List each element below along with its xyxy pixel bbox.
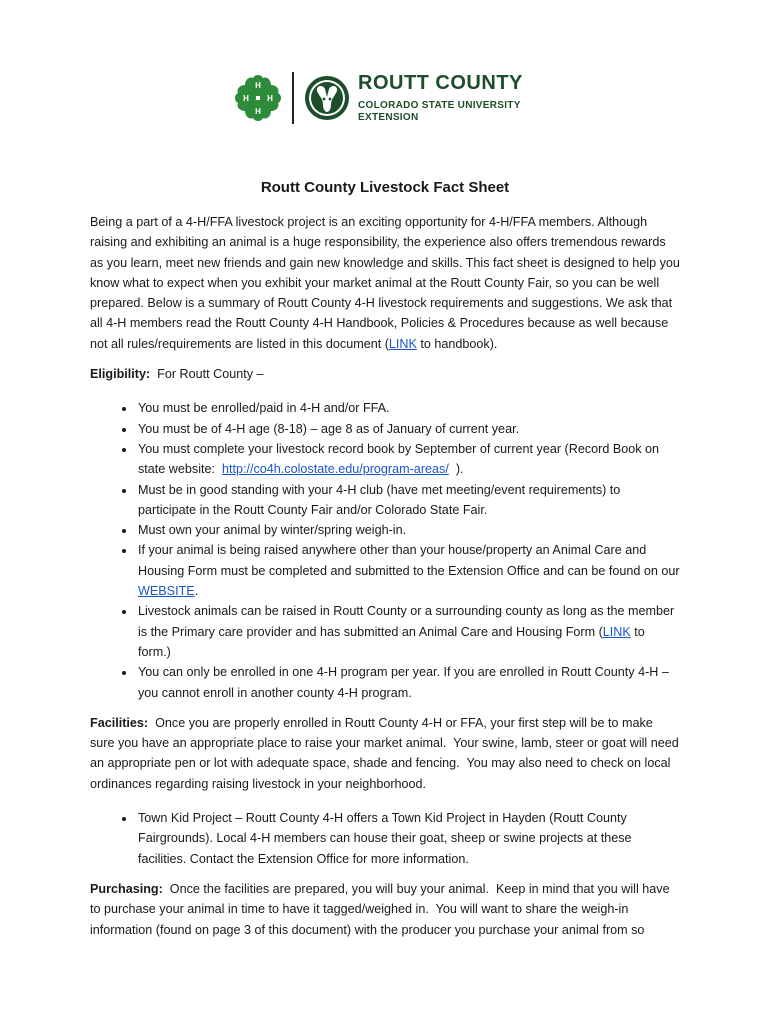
svg-text:H: H — [243, 94, 249, 103]
list-item — [136, 808, 680, 869]
list-item-text: Must own your animal by winter/spring weigh-in. — [138, 523, 407, 538]
logo-divider — [292, 72, 294, 124]
list-item-after: to form.) — [138, 624, 645, 659]
list-item-text: Must be in good standing with your 4-H club (have met meeting/event requirements) to participate in the Routt County Fair and/or Colorado State Fair. — [138, 482, 621, 517]
purchasing-text: Once the facilities are prepared, you will buy your animal. Keep in mind that you will have to purchase your animal in time to have it tagged/weighed in. You will want to share the weigh-in information (found on page 3 of this document) with the producer you purchase your animal from so — [90, 881, 674, 937]
list-item-text: You can only be enrolled in one 4-H program per year. If you are enrolled in Routt County 4-H – you cannot enroll in another county 4-H program. — [138, 665, 669, 700]
csu-ram-icon — [304, 75, 350, 121]
list-item-text: Town Kid Project – Routt County 4-H offers a Town Kid Project in Hayden (Routt County Fairgrounds). Local 4-H members can house their goat, sheep or swine projects at these facilities. Contact the Extension Office for more information. — [138, 811, 632, 866]
animal-care-form-link[interactable]: LINK — [602, 624, 631, 639]
intro-text-end: to handbook). — [416, 336, 498, 351]
eligibility-lead: For Routt County – — [150, 367, 264, 382]
header-logos — [232, 62, 523, 134]
page-title: Routt County Livestock Fact Sheet — [260, 179, 510, 196]
website-link[interactable]: WEBSITE — [138, 584, 195, 599]
org-subtitle-extension: EXTENSION — [358, 112, 419, 123]
4h-clover-icon — [232, 72, 284, 124]
list-item — [136, 601, 680, 662]
list-item — [136, 480, 680, 521]
eligibility-heading-line — [90, 364, 680, 384]
brand-text — [358, 72, 523, 124]
svg-text:H: H — [267, 94, 273, 103]
list-item — [136, 662, 680, 703]
eligibility-list — [90, 398, 680, 702]
intro-text: Being a part of a 4-H/FFA livestock project is an exciting opportunity for 4-H/FFA members. Although raising and exhibiting an animal is a huge responsibility, the experience also offers tremendous rewards as you learn, meet new friends and gain new knowledge and skills. This fact sheet is designed to help you know what to expect when you exhibit your market animal at the Routt County Fair, so you can be well prepared. Below is a summary of Routt County 4-H livestock requirements and suggestions. We ask that all 4-H members read the Routt County 4-H Handbook, Policies & Procedures because as well because not all rules/requirements are listed in this document ( — [90, 215, 680, 351]
facilities-paragraph — [90, 713, 683, 794]
purchasing-paragraph — [90, 879, 680, 940]
list-item-text: You must be of 4-H age (8-18) – age 8 as of January of current year. — [138, 421, 520, 436]
list-item-after: ). — [448, 462, 464, 477]
list-item-text: You must complete your livestock record book by September of current year (Record Book on state website: — [138, 441, 663, 477]
list-item — [136, 439, 680, 480]
facilities-text: Once you are properly enrolled in Routt County 4-H or FFA, your first step will be to make sure you have an appropriate place to raise your market animal. Your swine, lamb, steer or goat will need an appropriate pen or lot with adequate space, shade and fencing. You may also need to check on local ordinances regarding raising livestock in your neighborhood. — [90, 715, 683, 791]
list-item-after: . — [194, 584, 199, 599]
list-item — [136, 540, 680, 601]
intro-paragraph — [90, 212, 680, 354]
facilities-list — [90, 808, 680, 869]
list-item — [136, 419, 680, 439]
document-body — [90, 178, 683, 950]
eligibility-heading: Eligibility: — [90, 367, 151, 382]
list-item — [136, 398, 680, 418]
record-book-link[interactable]: http://co4h.colostate.edu/program-areas/ — [222, 462, 449, 477]
list-item-text: Livestock animals can be raised in Routt County or a surrounding county as long as the member is the Primary care provider and has submitted an Animal Care and Housing Form ( — [138, 604, 675, 639]
org-subtitle-university: COLORADO STATE UNIVERSITY — [358, 100, 521, 111]
purchasing-heading: Purchasing: — [90, 881, 163, 896]
handbook-link[interactable]: LINK — [388, 336, 417, 351]
list-item — [136, 520, 680, 540]
facilities-heading: Facilities: — [90, 715, 149, 730]
list-item-text: You must be enrolled/paid in 4-H and/or FFA. — [138, 401, 390, 416]
svg-text:H: H — [255, 81, 261, 90]
org-name: ROUTT COUNTY — [358, 72, 523, 94]
svg-text:H: H — [255, 107, 261, 116]
list-item-text: If your animal is being raised anywhere other than your house/property an Animal Care and Housing Form must be completed and submitted to the Extension Office and can be found on our — [138, 543, 680, 578]
